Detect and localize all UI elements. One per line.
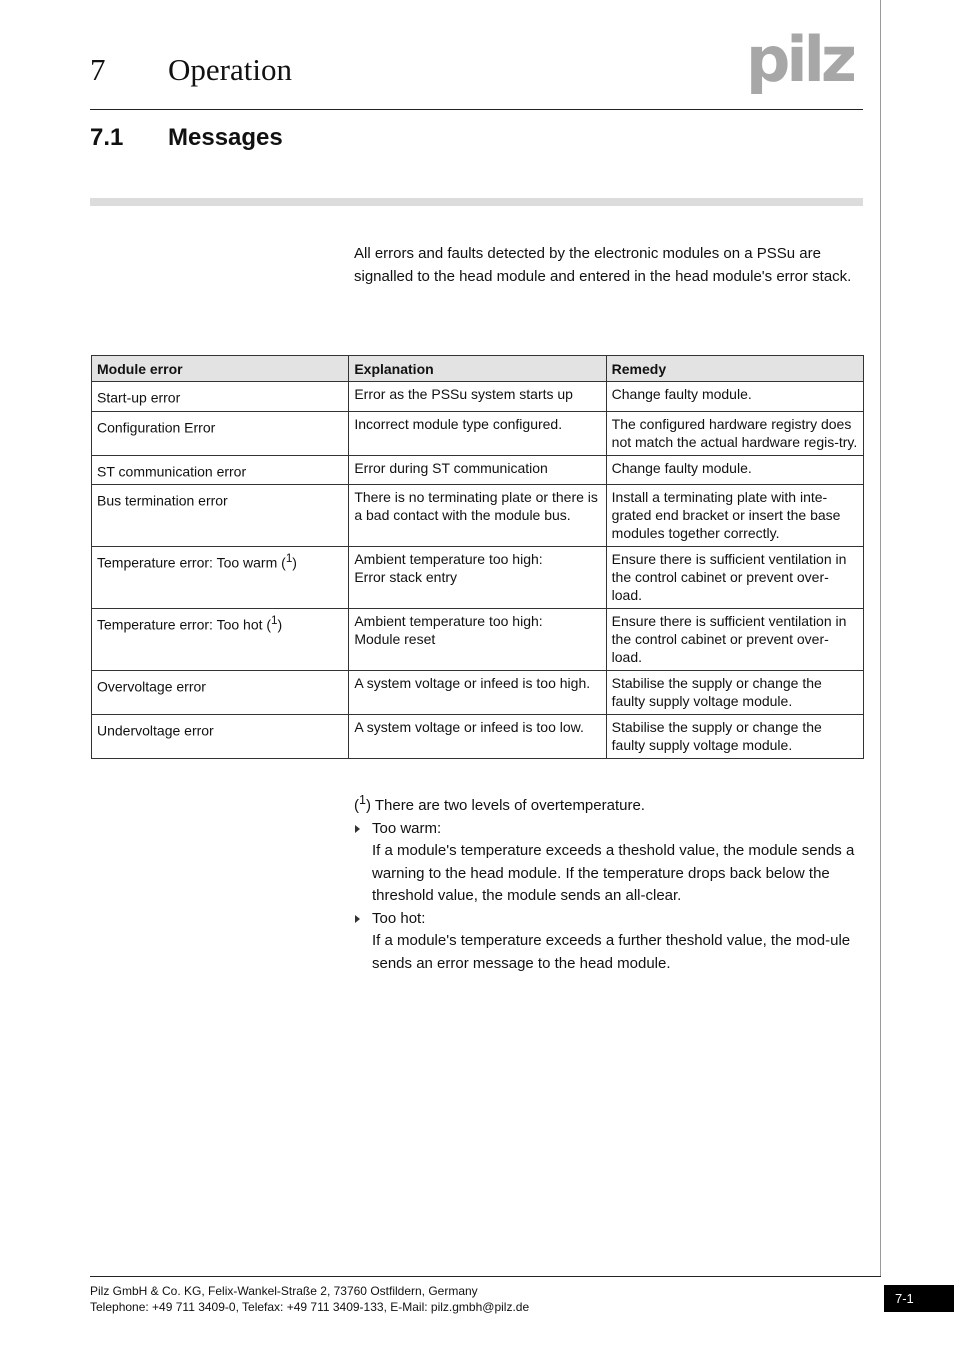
table-row: [92, 715, 864, 759]
module-error-cell: Start-up error: [92, 382, 349, 412]
section-title: Messages: [168, 124, 283, 151]
module-error-cell: Temperature error: Too hot ($^1$): [92, 609, 349, 671]
remedy-cell: Stabilise the supply or change the faulty supply voltage module.: [606, 715, 863, 759]
module-error-cell: Undervoltage error: [92, 715, 349, 759]
module-error-cell: Configuration Error: [92, 411, 349, 455]
explanation-cell: Ambient temperature too high: Error stack entry: [349, 547, 606, 609]
explanation-cell: Error as the PSSu system starts up: [349, 382, 606, 412]
pilz-logo-text: pilz: [746, 26, 853, 96]
list-item-title: Too warm:: [372, 819, 442, 837]
table-row: [92, 671, 864, 715]
module-error-table: [91, 355, 864, 759]
page-number: 7-1: [884, 1285, 954, 1312]
header-module-error: Module error: [92, 356, 349, 382]
footnote-block: [354, 789, 866, 975]
footer: [90, 1283, 529, 1315]
table-row: [92, 609, 864, 671]
header-explanation: Explanation: [349, 356, 606, 382]
list-item-title: Too hot:: [372, 909, 426, 927]
table-row: [92, 485, 864, 547]
remedy-cell: Ensure there is sufficient ventilation in the control cabinet or prevent over-load.: [606, 547, 863, 609]
explanation-cell: A system voltage or infeed is too low.: [349, 715, 606, 759]
remedy-cell: The configured hardware registry does not match the actual hardware regis-try.: [606, 411, 863, 455]
intro-paragraph: All errors and faults detected by the electronic modules on a PSSu are signalled to the head module and entered in the head module's error stack.: [354, 245, 852, 285]
footer-contact: Telephone: +49 711 3409-0, Telefax: +49 711 3409-133, E-Mail: pilz.gmbh@pilz.de: [90, 1300, 530, 1314]
section-divider-band: [90, 198, 863, 206]
remedy-cell: Ensure there is sufficient ventilation in the control cabinet or prevent over-load.: [606, 609, 863, 671]
table-row: [92, 455, 864, 485]
remedy-cell: Stabilise the supply or change the faulty supply voltage module.: [606, 671, 863, 715]
module-error-cell: Temperature error: Too warm ($^1$): [92, 547, 349, 609]
list-item-text: If a module's temperature exceeds a theshold value, the module sends a warning to the head module. If the temperature drops back below the threshold value, the module sends an all-clear.: [372, 842, 855, 904]
module-error-cell: Overvoltage error: [92, 671, 349, 715]
table-row: [92, 547, 864, 609]
remedy-cell: Install a terminating plate with inte-grated end bracket or insert the base modules together correctly.: [606, 485, 863, 547]
header-remedy: Remedy: [606, 356, 863, 382]
footer-address: Pilz GmbH & Co. KG, Felix-Wankel-Straße 2, 73760 Ostfildern, Germany: [90, 1284, 478, 1298]
footnote-intro: ($^1$) There are two levels of overtemperature.: [354, 793, 645, 814]
module-error-cell: ST communication error: [92, 455, 349, 485]
bullet-arrow-icon: [355, 915, 360, 923]
explanation-cell: Incorrect module type configured.: [349, 411, 606, 455]
explanation-cell: A system voltage or infeed is too high.: [349, 671, 606, 715]
header-rule: [90, 109, 863, 110]
pilz-logo: [746, 26, 866, 96]
list-item-text: If a module's temperature exceeds a further theshold value, the mod-ule sends an error message to the head module.: [372, 932, 851, 972]
table-header-row: [92, 356, 864, 382]
table-row: [92, 411, 864, 455]
module-error-cell: Bus termination error: [92, 485, 349, 547]
remedy-cell: Change faulty module.: [606, 382, 863, 412]
footer-rule: [90, 1276, 881, 1277]
section-number: 7.1: [90, 124, 124, 151]
explanation-cell: Ambient temperature too high: Module reset: [349, 609, 606, 671]
bullet-arrow-icon: [355, 825, 360, 833]
list-item: [354, 908, 866, 976]
table-row: [92, 382, 864, 412]
explanation-cell: Error during ST communication: [349, 455, 606, 485]
page-right-rule: [880, 0, 881, 1277]
chapter-number: 7: [90, 52, 106, 87]
remedy-cell: Change faulty module.: [606, 455, 863, 485]
explanation-cell: There is no terminating plate or there is a bad contact with the module bus.: [349, 485, 606, 547]
list-item: [354, 818, 866, 908]
chapter-title: Operation: [168, 52, 292, 87]
